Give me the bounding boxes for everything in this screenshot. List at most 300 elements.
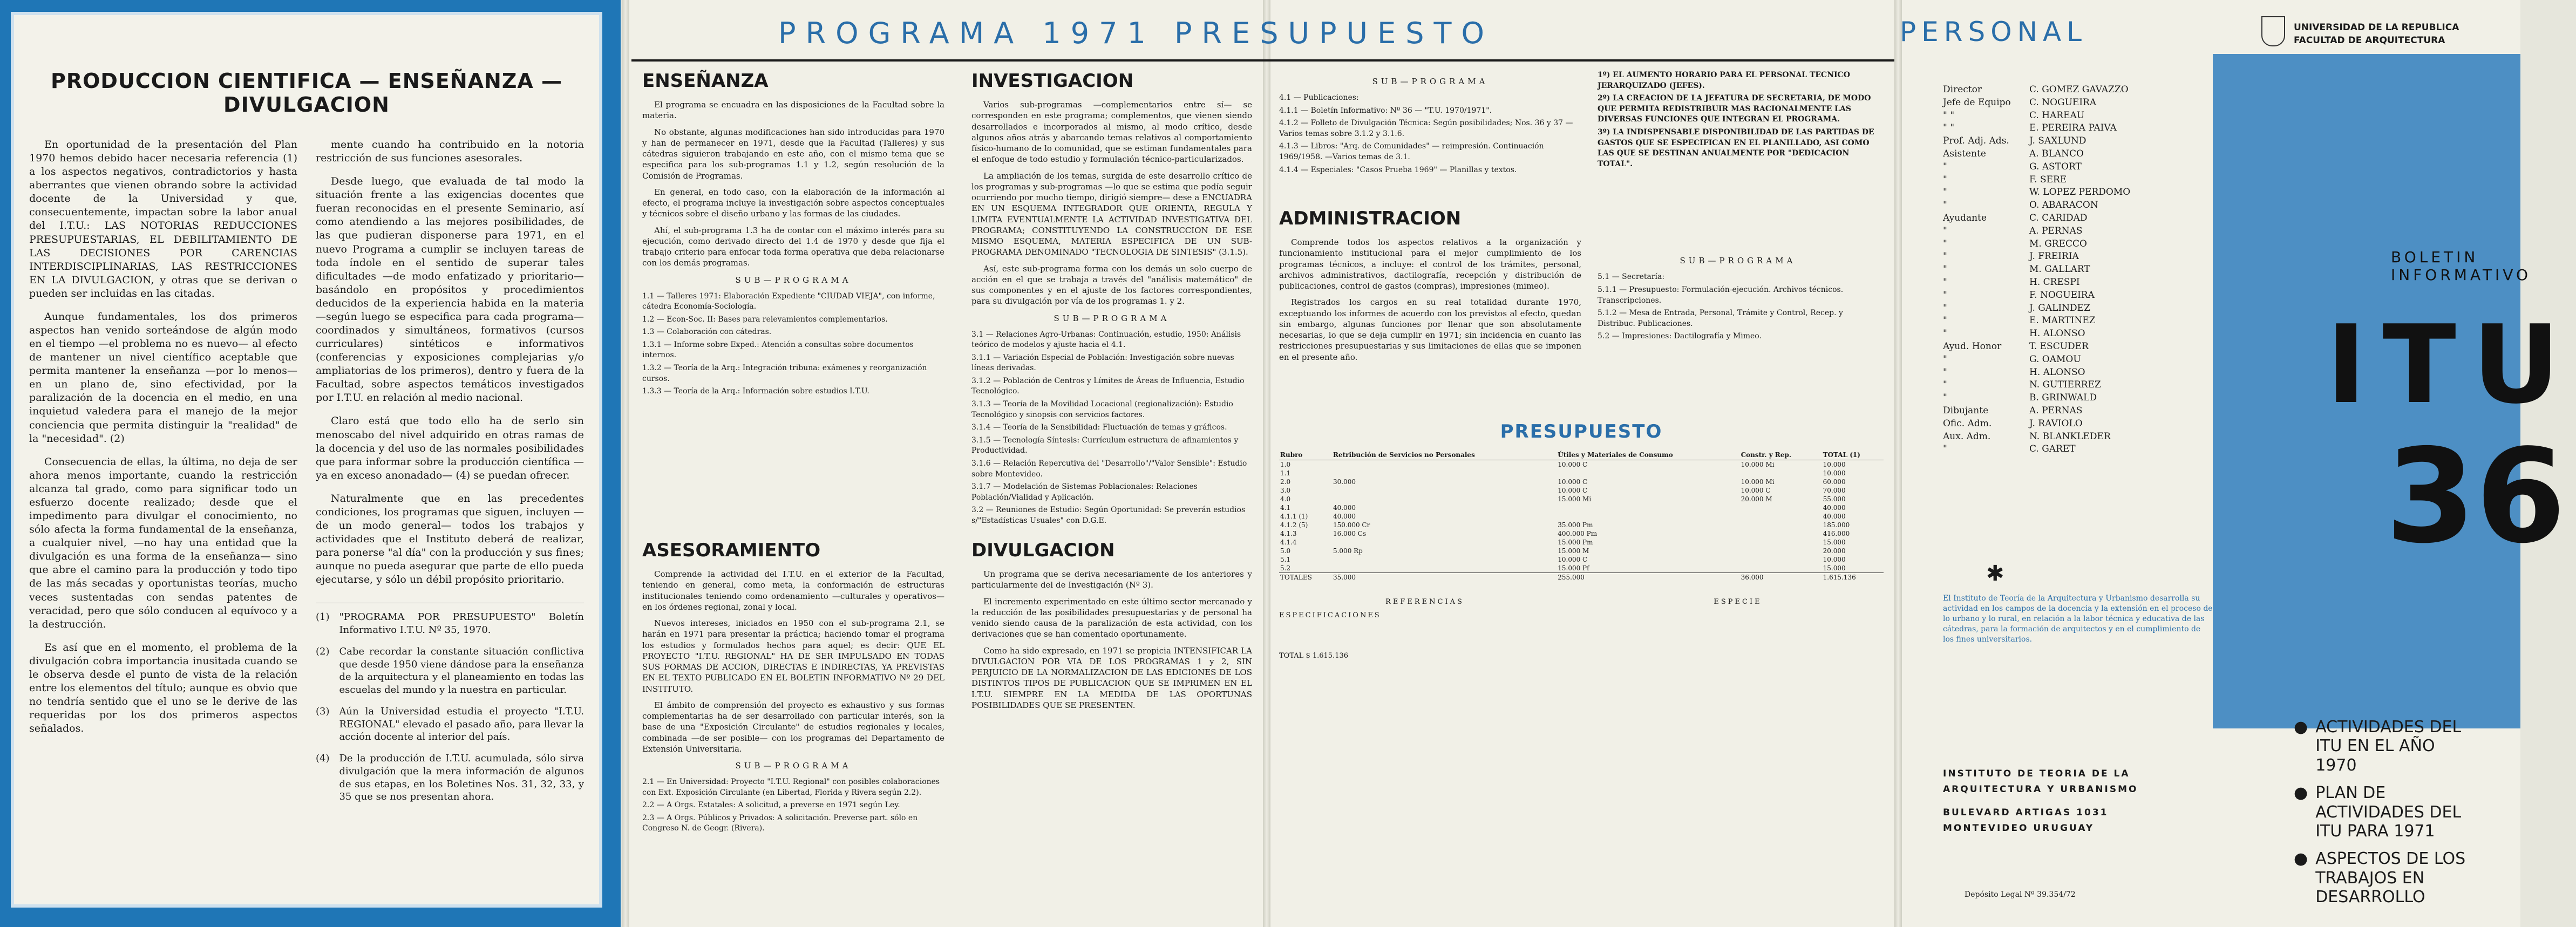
list-item: 4.1.2 — Folleto de Divulgación Técnica: Según posibilidades; Nos. 36 y 37 — Varios temas sobre 3.1.2 y 3.1.6. [1279,119,1573,138]
table-cell: 5.1 [1280,556,1291,563]
paragraph: El incremento experimentado en este último sector mercanado y la reducción de las posibilidades presupuestarias y de personal ha venido siendo causa de la paralización de esta actividad, con los derivaciones que se han comentado oportunamente. [971,596,1252,639]
bullet-text: ASPECTOS DE LOS TRABAJOS EN DESARROLLO [2315,849,2466,907]
table-cell: 40.000 [1333,504,1356,512]
paragraph: Desde luego, que evaluada de tal modo la situación frente a las exigencias docentes que fueran reconocidas en el presente Seminario, así como atendiendo a las mejores posibilidades, de las que pudieran disponerse para 1971, en el nuevo Programa a cumplir se incluyen tareas de toda índole en el sentido de superar tales dificultades —de modo enfatizado y prioritario— basándolo en propósitos y procedimientos deducidos de la experiencia habida en la materia —según luego se especifica para cada programa— coordinados y simultáneos, formativos (cursos curriculares) sintéticos e informativos (conferencias y exposiciones complejarias y/o ampliatorias de los primeros), dentro y fuera de la Facultad, sobre aspectos temáticos investigados por I.T.U. en relación al medio nacional. [316,175,584,404]
table-cell: 15.000 Pf [1558,564,1589,572]
staff-name: A. BLANCO [2029,148,2084,159]
staff-name: H. CRESPI [2029,276,2080,288]
list-item: 5.1 — Secretaría: [1598,272,1665,282]
list-item: 1º) EL AUMENTO HORARIO PARA EL PERSONAL TECNICO JERARQUIZADO (JEFES). [1598,71,1850,90]
list-item: 4.1.3 — Libros: "Arq. de Comunidades" — reimpresión. Continuación 1969/1958. —Varios temas de 3.1. [1279,142,1544,161]
list-item: 3º) LA INDISPENSABLE DISPONIBILIDAD DE LAS PARTIDAS DE GASTOS QUE SE ESPECIFICAN EN EL PLANILLADO, ASI COMO LAS QUE SE DESTINAN ANUALMENTE POR "DEDICACION TOTAL". [1598,127,1874,168]
address-line: MONTEVIDEO URUGUAY [1943,822,2095,834]
table-cell: 4.0 [1280,495,1291,503]
staff-name: C. GARET [2029,444,2076,455]
paragraph: En oportunidad de la presentación del Plan 1970 hemos debido hacer necesaria referencia (1) a los aspectos negativos, contradictorios y hasta aberrantes que vienen obrando sobre la actividad docente de la Universidad y que, consecuentemente, impactan sobre la labor anual del I.T.U.: LAS NOTORIAS REDUCCIONES PRESUPUESTARIAS, EL DEBILITAMIENTO DE LAS DECISIONES POR CARENCIAS INTERDISCIPLINARIAS, LAS RESTRICCIONES EN LA DIVULGACION, y otras que se derivan o pueden ser incluidas en las citadas. [29,139,297,299]
staff-role: " [1943,328,1947,339]
bullet-icon: ● [2294,849,2308,869]
section-heading: ENSEÑANZA [642,70,769,92]
table-cell: 416.000 [1823,530,1850,537]
list-item: 3.2 — Reuniones de Estudio: Según Oportunidad: Se preverán estudios s/"Estadísticas Usuales" con D.G.E. [971,506,1246,525]
list-item: 3.1.2 — Población de Centros y Límites de Áreas de Influencia, Estudio Tecnológico. [971,376,1245,396]
table-row [1279,469,1884,478]
list-item: 3.1.4 — Teoría de la Sensibilidad: Fluctuación de temas y gráficos. [971,423,1227,432]
total-cell: 255.000 [1558,574,1585,581]
table-cell: 10.000 [1823,461,1846,468]
list-item: 2º) LA CREACION DE LA JEFATURA DE SECRETARIA, DE MODO QUE PERMITA REDISTRIBUIR MAS RACIONALMENTE LAS DIVERSAS FUNCIONES QUE INTEGRAN EL PROGRAMA. [1598,94,1871,124]
list-item: 1.3 — Colaboración con cátedras. [642,328,772,337]
staff-role: Ayudante [1943,212,1987,223]
staff-row [1943,122,2213,135]
paragraph: Comprende todos los aspectos relativos a la organización y funcionamiento institucional para el mejor cumplimiento de los programas técnicos, a incluye: el control de los trámites, personal, archivos administrativos, dactilografía, recepción y distribución de publicaciones, control de gastos (compras), impresiones (mimeo). [1279,237,1581,291]
staff-name: N. GUTIERREZ [2029,379,2101,391]
list-item: 1.3.2 — Teoría de la Arq.: Integración tribuna: exámenes y reorganización cursos. [642,364,927,383]
staff-role: " [1943,238,1947,249]
table-cell [1740,521,1822,529]
table-cell: 10.000 [1823,556,1846,563]
table-cell: 10.000 C [1741,487,1771,494]
especie-title: ESPECIE [1714,598,1762,606]
panel-produccion-inner [11,12,602,908]
table-cell: 2.0 [1280,478,1291,486]
list-item: 2.3 — A Orgs. Públicos y Privados: A solicitación. Preverse part. sólo en Congreso N. de Geogr. (Rivera). [642,813,918,833]
table-cell: 10.000 C [1558,487,1588,494]
paragraph: La ampliación de los temas, surgida de este desarrollo crítico de los programas y sub-programas —lo que se estima que podía seguir ocurriendo por mucho tiempo, dirigió siempre— dese a ENCUADRA EN UN ESQUEMA INTEGRADOR QUE ORIENTA, REGULA Y LIMITA EVENTUALMENTE LA ACTIVIDAD INVESTIGATIVA DEL PROGRAMA; CONSTITUYENDO LA CONSTRUCCION DE ESE MISMO ESQUEMA, MATERIA ESPECIFICA DE UN SUB-PROGRAMA DENOMINADO "TECNOLOGIA DE SINTESIS" (3.1.5). [971,171,1252,257]
subprogram-title: SUB—PROGRAMA [735,761,852,771]
paragraph: mente cuando ha contribuido en la notoria restricción de sus funciones asesorales. [316,139,584,165]
table-cell: 15.000 Mi [1558,495,1592,503]
staff-role: " [1943,161,1947,172]
table-cell [1557,503,1739,512]
section-divulgacion [971,540,1252,716]
budget-table [1279,450,1884,582]
table-cell: 55.000 [1823,495,1846,503]
staff-row [1943,340,2213,353]
table-cell: 70.000 [1823,487,1846,494]
asterisk-icon: ✱ [1986,561,2004,586]
footnote-text: "PROGRAMA POR PRESUPUESTO" Boletín Informativo I.T.U. Nº 35, 1970. [339,611,584,636]
staff-name: M. GALLART [2029,264,2090,275]
staff-row [1943,199,2213,212]
table-cell: 10.000 Mi [1741,461,1775,468]
budget-section [1279,421,1884,660]
staff-role: " [1943,444,1947,455]
itu-logo: ITU [2326,302,2576,428]
table-cell [1740,555,1822,564]
staff-name: O. ABARACON [2029,200,2098,211]
list-item: 5.1.1 — Presupuesto: Formulación-ejecución. Archivos técnicos. Transcripciones. [1598,285,1844,305]
table-cell: 185.000 [1823,521,1850,529]
column-right [316,138,584,812]
staff-name: C. NOGUEIRA [2029,97,2097,108]
table-cell [1332,495,1557,503]
table-cell [1740,564,1822,573]
institute-text: El Instituto de Teoría de la Arquitectura y Urbanismo desarrolla su actividad en los campos de la docencia y la extensión en el proceso de lo urbano y lo rural, en relación a la labor técnica y educativa de las cátedras, para la formación de arquitectos y en el cumplimiento de los fines universitarios. [1943,594,2213,644]
table-row [1279,529,1884,538]
table-cell [1740,529,1822,538]
table-cell [1557,469,1739,478]
subprogram-title: SUB—PROGRAMA [1372,77,1488,86]
bullet-item [2294,783,2477,841]
staff-name: E. MARTINEZ [2029,315,2096,326]
staff-row [1943,212,2213,225]
personal-title: PERSONAL [1900,16,2088,47]
staff-name: C. GOMEZ GAVAZZO [2029,84,2129,95]
paragraph: Un programa que se deriva necesariamente de los anteriores y particularmente del de Investigación (Nº 3). [971,569,1252,590]
bullet-item [2294,718,2477,775]
staff-row [1943,135,2213,148]
list-item: 1.3.3 — Teoría de la Arq.: Información sobre estudios I.T.U. [642,387,869,396]
staff-name: G. ASTORT [2029,161,2082,172]
table-cell: 60.000 [1823,478,1846,486]
table-cell: 15.000 [1823,564,1846,572]
staff-row [1943,97,2213,110]
address-block [1943,766,2213,836]
staff-row [1943,353,2213,366]
column-header: TOTAL (1) [1822,450,1884,460]
list-item: 5.2 — Impresiones: Dactilografía y Mimeo. [1598,332,1762,341]
paragraph: No obstante, algunas modificaciones han sido introducidas para 1970 y han de permanecer en 1971, desde que la Facultad (Talleres) y sus cátedras siguieron trabajando en este año, con el mismo tema que se especifica para los sub-programas 1.1 y 1.2, según resolución de la Comisión de Programas. [642,127,944,181]
table-cell [1740,503,1822,512]
paragraph: Así, este sub-programa forma con los demás un solo cuerpo de acción en el que se trabaja a través del "análisis matemático" de sus componentes y en el ajuste de los factores correspondientes, para su divulgación por vía de los programas 1. y 2. [971,263,1252,306]
list-item: 1.2 — Econ-Soc. II: Bases para relevamientos complementarios. [642,315,888,324]
list-item: 4.1 — Publicaciones: [1279,93,1359,102]
subprogram-title: SUB—PROGRAMA [735,275,852,285]
table-cell [1332,564,1557,573]
table-cell: 10.000 C [1558,478,1588,486]
subprogram-title: SUB—PROGRAMA [1680,256,1796,266]
university-name [2294,22,2459,47]
staff-name: A. PERNAS [2029,405,2083,416]
address-line: BULEVARD ARTIGAS 1031 [1943,807,2109,818]
staff-name: M. GRECCO [2029,238,2087,249]
staff-role: Asistente [1943,148,1986,159]
paragraph: Consecuencia de ellas, la última, no deja de ser ahora menos importante, cuando la restricción alcanza tal grado, como para significar todo un esfuerzo docente realizado; desde que el impedimento para divulgar el conocimiento, no sólo afecta la forma fundamental de la enseñanza, a cualquier nivel, —no hay una entidad que la divulgación es una forma de la enseñanza— sino que abre el camino para la producción y todo tipo de las más secadas y oportunistas teorías, mucho veces sustentadas con sendas patentes de veracidad, pero que sólo conducen al equívoco y a la destrucción. [29,455,297,630]
list-item: 3.1 — Relaciones Agro-Urbanas: Continuación, estudio, 1950: Análisis teórico de modelos y ajuste hacia el 4.1. [971,330,1241,350]
total-cell: 1.615.136 [1823,574,1856,581]
list-item: 3.1.6 — Relación Repercutiva del "Desarrollo"/"Valor Sensible": Estudio sobre Montevideo. [971,459,1247,479]
table-cell: 1.1 [1280,469,1291,477]
table-cell: 10.000 C [1558,556,1588,563]
staff-row [1943,263,2213,276]
staff-row [1943,315,2213,328]
university-line: UNIVERSIDAD DE LA REPUBLICA [2294,22,2459,33]
staff-role: Jefe de Equipo [1943,97,2011,108]
total-cell: 35.000 [1333,574,1356,581]
list-item: 3.1.1 — Variación Especial de Población: Investigación sobre nuevas líneas derivadas. [971,353,1234,373]
footnote-text: De la producción de I.T.U. acumulada, sólo sirva divulgación que la mera información de algunos de sus etapas, en los Boletines Nos. 31, 32, 33, y 35 que se nos presentan ahora. [339,753,584,803]
panel-title: PRODUCCION CIENTIFICA — ENSEÑANZA — DIVULGACION [50,69,563,117]
totals-label: TOTALES [1280,574,1312,581]
table-row [1279,486,1884,495]
table-cell: 5.0 [1280,547,1291,555]
list-item: 5.1.2 — Mesa de Entrada, Personal, Trámite y Control, Recep. y Distribuc. Publicaciones. [1598,309,1843,328]
staff-role: " [1943,264,1947,275]
fold-line [622,0,629,927]
staff-name: F. NOGUEIRA [2029,289,2095,301]
section-heading: INVESTIGACION [971,70,1134,92]
staff-role: Prof. Adj. Ads. [1943,135,2009,147]
table-cell: 10.000 [1823,469,1846,477]
table-row [1279,495,1884,503]
list-item: 4.1.4 — Especiales: "Casos Prueba 1969" — Planillas y textos. [1279,165,1517,174]
table-cell [1740,469,1822,478]
table-row [1279,460,1884,469]
paragraph: Claro está que todo ello ha de serlo sin menoscabo del nivel adquirido en otras ramas de la docencia y del uso de las normales posibilidades que para informar sobre la producción científica —ya en exceso anonadado— (4) se puedan ofrecer. [316,415,584,481]
bullet-item [2294,849,2477,906]
staff-name: C. HAREAU [2029,110,2085,121]
university-crest-icon [2261,16,2285,46]
list-item: 2.1 — En Universidad: Proyecto "I.T.U. Regional" con posibles colaboraciones con Ext. Exposición Circulante (en Libertad, Florida y Rivera según 2.2). [642,778,940,797]
spec-title: ESPECIFICACIONES [1279,611,1381,619]
section-heading: ASESORAMIENTO [642,540,821,561]
footnote-text: Cabe recordar la constante situación conflictiva que desde 1950 viene dándose para la enseñanza de la arquitectura y el planeamiento en todas las escuelas del mundo y la nuestra en particular. [339,645,584,696]
staff-name: W. LOPEZ PERDOMO [2029,187,2131,198]
staff-name: G. OAMOU [2029,353,2081,365]
staff-row [1943,392,2213,405]
table-row [1279,503,1884,512]
table-row [1279,547,1884,555]
table-cell: 4.1.4 [1280,539,1297,546]
staff-role: " [1943,251,1947,262]
table-cell: 1.0 [1280,461,1291,468]
column-header: Constr. y Rep. [1740,450,1822,460]
table-row [1279,521,1884,529]
footnotes [316,603,584,803]
table-cell: 4.1 [1280,504,1291,512]
table-cell [1332,538,1557,547]
panel-produccion [0,0,621,927]
staff-role: Ofic. Adm. [1943,418,1992,429]
cover-bullets [2294,718,2477,916]
table-cell [1740,547,1822,555]
section-admin-needs [1598,70,1878,344]
staff-role: " " [1943,122,1955,134]
staff-name: H. ALONSO [2029,328,2085,339]
table-cell [1332,486,1557,495]
total-cell: 36.000 [1741,574,1764,581]
staff-row [1943,418,2213,431]
staff-role: " [1943,366,1947,378]
staff-role: Aux. Adm. [1943,431,1991,442]
table-cell: 10.000 C [1558,461,1588,468]
paragraph: Naturalmente que en las precedentes condiciones, los programas que siguen, incluyen —de un modo general— todos los trabajos y actividades que el Instituto deberá de realizar, para ponerse "al día" con la producción y sus fines; aunque no pueda asegurar que parte de ello pueda ejecutarse, y sólo un débil propósito prioritario. [316,492,584,586]
table-cell [1557,512,1739,521]
column-left [29,138,297,812]
footnote-text: Aún la Universidad estudia el proyecto "I.T.U. REGIONAL" elevado el pasado año, para llevar la acción docente al interior del país. [339,705,584,743]
staff-role: " [1943,379,1947,391]
table-cell: 4.1.1 (1) [1280,513,1308,520]
table-row [1279,512,1884,521]
paragraph: Es así que en el momento, el problema de la divulgación cobra importancia inusitada cuando se le observa desde el punto de vista de la relación entre los elementos del título; aunque es obvio que no tendría sentido que el uno se le derive de las requeridas por los dos primeros aspectos señalados. [29,641,297,735]
fold-line [1263,0,1270,927]
staff-row [1943,84,2213,97]
staff-name: F. SERE [2029,174,2067,185]
footnote [316,705,584,744]
staff-row [1943,174,2213,187]
staff-name: A. PERNAS [2029,225,2083,236]
staff-row [1943,431,2213,444]
staff-row [1943,276,2213,289]
section-asesoramiento [642,540,944,836]
list-item: 3.1.7 — Modelación de Sistemas Poblacionales: Relaciones Población/Vialidad y Aplicación. [971,482,1198,502]
staff-row [1943,110,2213,122]
spec-total-label: TOTAL [1279,652,1304,660]
spec-total: $ 1.615.136 [1306,652,1349,660]
staff-role: " [1943,315,1947,326]
footnote-number: (2) [316,645,330,657]
list-item: 3.1.5 — Tecnología Síntesis: Currículum estructura de afinamientos y Productividad. [971,435,1239,455]
staff-name: E. PEREIRA PAIVA [2029,122,2117,134]
staff-row [1943,328,2213,340]
list-item: 4.1.1 — Boletín Informativo: Nº 36 — "T.U. 1970/1971". [1279,106,1492,115]
staff-name: J. GALINDEZ [2029,302,2090,313]
staff-role: Ayud. Honor [1943,340,2002,352]
staff-role: Dibujante [1943,405,1989,416]
paragraph: Comprende la actividad del I.T.U. en el exterior de la Facultad, teniendo en general, como meta, la conformación de estructuras institucionales teniendo como ordenamiento —culturales y operativos— en los órdenes regional, zonal y local. [642,569,944,612]
paragraph: En general, en todo caso, con la elaboración de la información al efecto, el programa incluye la investigación sobre aspectos conceptuales y técnicos sobre el diseño urbano y las formas de las ciudades. [642,187,944,219]
table-cell: 5.000 Rp [1333,547,1363,555]
staff-role: " " [1943,110,1955,121]
boletin-label: BOLETIN INFORMATIVO [2391,248,2532,284]
paragraph: Nuevos intereses, iniciados en 1950 con el sub-programa 2.1, se harán en 1971 para presentar la práctica; haciendo tomar el programa los estudios y formulados hechos para aquel; es decir: QUE EL PROYECTO "I.T.U. REGIONAL" HA DE SER IMPULSADO EN TODAS SUS FORMAS DE ACCION, DIRECTAS E INDIRECTAS, YA PREVISTAS EN EL TEXTO PUBLICADO EN EL BOLETIN INFORMATIVO Nº 29 DEL INSTITUTO. [642,618,944,694]
table-row [1279,478,1884,486]
paragraph: Aunque fundamentales, los dos primeros aspectos han venido sorteándose de algún modo en el tiempo —el problema no es nuevo— al efecto de mantener un nivel científico aceptable que permita mantener la enseñanza —por lo menos— en un plano de, sino efectividad, por la paralización de la docencia en el medio, en una inquietud valedera para el manejo de la mejor conciencia que permita distinguir la "realidad" de la "necesidad". (2) [29,310,297,445]
section-ensenanza [642,70,944,399]
program-title: PROGRAMA 1971 PRESUPUESTO [778,16,1494,50]
list-item: 1.3.1 — Informe sobre Exped.: Atención a consultas sobre documentos internos. [642,340,914,360]
staff-name: B. GRINWALD [2029,392,2097,404]
bullet-text: PLAN DE ACTIVIDADES DEL ITU PARA 1971 [2315,783,2462,841]
footnote [316,611,584,637]
table-cell: 30.000 [1333,478,1356,486]
table-cell [1332,469,1557,478]
table-cell: 4.1.3 [1280,530,1297,537]
bullet-icon: ● [2294,783,2308,803]
staff-name: J. RAVIOLO [2029,418,2083,429]
staff-row [1943,379,2213,392]
staff-name: H. ALONSO [2029,366,2085,378]
staff-row [1943,405,2213,418]
staff-name: J. FREIRIA [2029,251,2079,262]
staff-row [1943,250,2213,263]
issue-number: 36 [2385,421,2566,572]
table-cell: 40.000 [1823,513,1846,520]
staff-role: " [1943,200,1947,211]
staff-role: " [1943,289,1947,301]
table-cell: 15.000 M [1558,547,1589,555]
staff-role: " [1943,392,1947,404]
bullet-text: ACTIVIDADES DEL ITU EN EL AÑO 1970 [2315,718,2462,775]
legal-deposit: Depósito Legal Nº 39.354/72 [1965,890,2076,899]
staff-name: J. SAXLUND [2029,135,2086,147]
table-cell: 15.000 Pm [1558,539,1593,546]
table-cell: 15.000 [1823,539,1846,546]
staff-row [1943,238,2213,251]
section-publicaciones [1279,70,1581,368]
list-item: 3.1.3 — Teoría de la Movilidad Locacional (regionalización): Estudio Tecnológico y sinopsis con servicios factores. [971,400,1233,419]
table-cell: 4.1.2 (5) [1280,521,1308,529]
section-investigacion [971,70,1252,529]
staff-row [1943,161,2213,174]
column-header: Rubro [1279,450,1332,460]
divider [631,59,1894,62]
table-cell: 150.000 Cr [1333,521,1370,529]
faculty-line: FACULTAD DE ARQUITECTURA [2294,35,2445,46]
footnote-number: (3) [316,705,330,717]
refs-title: REFERENCIAS [1385,598,1464,606]
table-cell: 5.2 [1280,564,1291,572]
table-row [1279,555,1884,564]
list-item: 2.2 — A Orgs. Estatales: A solicitud, a preverse en 1971 según Ley. [642,801,900,810]
table-cell: 20.000 [1823,547,1846,555]
paragraph: Como ha sido expresado, en 1971 se propicia INTENSIFICAR LA DIVULGACION POR VIA DE LOS PROGRAMAS 1 y 2, SIN PERJUICIO DE LA NORMALIZACION DE LAS EDICIONES DE LOS DISTINTOS TIPOS DE PUBLICACION QUE SE IMPRIMEN EN EL I.T.U. SIEMPRE EN LA MEDIDA DE LAS OPORTUNAS POSIBILIDADES QUE SE PRESENTEN. [971,645,1252,710]
table-cell [1740,512,1822,521]
section-heading: ADMINISTRACION [1279,208,1462,230]
table-cell: 400.000 Pm [1558,530,1598,537]
staff-role: " [1943,225,1947,236]
staff-name: C. CARIDAD [2029,212,2088,223]
table-cell [1332,460,1557,469]
table-row [1279,538,1884,547]
staff-role: " [1943,353,1947,365]
footnote-number: (4) [316,753,330,765]
staff-name: N. BLANKLEDER [2029,431,2111,442]
table-cell: 40.000 [1823,504,1846,512]
staff-name: T. ESCUDER [2029,340,2089,352]
section-heading: DIVULGACION [971,540,1115,561]
staff-row [1943,225,2213,238]
table-cell: 10.000 Mi [1741,478,1775,486]
address-line: INSTITUTO DE TEORIA DE LA ARQUITECTURA Y URBANISMO [1943,768,2138,795]
budget-title: PRESUPUESTO [1500,421,1663,442]
footnote-number: (1) [316,611,330,623]
staff-list [1943,84,2213,456]
paragraph: El programa se encuadra en las disposiciones de la Facultad sobre la materia. [642,100,944,121]
subprogram-title: SUB—PROGRAMA [1053,313,1170,323]
paragraph: Varios sub-programas —complementarios entre sí— se corresponden en este programa; complementos, que vienen siendo desarrollados e incorporados al mismo, al modo crítico, desde algunos años atrás y abarcando temas relativos al comportamiento físico-humano de lo comunidad, que se estiman fundamentales para el enfoque de todo estudio y formulación técnico-particularizados. [971,100,1252,165]
table-cell: 35.000 Pm [1558,521,1593,529]
table-cell: 20.000 M [1741,495,1772,503]
table-cell: 16.000 Cs [1333,530,1367,537]
table-row [1279,564,1884,573]
staff-row [1943,148,2213,161]
staff-row [1943,443,2213,456]
staff-role: " [1943,276,1947,288]
staff-role: " [1943,302,1947,313]
paragraph: Registrados los cargos en su real totalidad durante 1970, exceptuando los informes de acuerdo con los previstos al efecto, quedan sin embargo, algunas funciones por llenar que son absolutamente necesarias, lo que se deja cumplir en 1971; sin incidencia en cuanto las restricciones presupuestarias y sus limitaciones de ellas que se imponen en el presente año. [1279,297,1581,362]
staff-row [1943,186,2213,199]
column-header: Útiles y Materiales de Consumo [1557,450,1739,460]
staff-row [1943,289,2213,302]
paragraph: El ámbito de comprensión del proyecto es exhaustivo y sus formas complementarias ha de ser desarrollado con particular interés, son la base de una "Exposición Circulante" de estudios regionales y locales, combinada —de ser posible— con los programas del Departamento de Extensión Universitaria. [642,700,944,754]
bullet-icon: ● [2294,718,2308,737]
column-header: Retribución de Servicios no Personales [1332,450,1557,460]
table-cell [1740,538,1822,547]
staff-row [1943,302,2213,315]
table-cell [1332,555,1557,564]
staff-row [1943,366,2213,379]
staff-role: Director [1943,84,1982,95]
footnote [316,645,584,697]
footnote [316,752,584,803]
table-cell: 3.0 [1280,487,1291,494]
list-item: 1.1 — Talleres 1971: Elaboración Expediente "CIUDAD VIEJA", con informe, cátedra Economía-Sociología. [642,291,935,311]
fold-line [1894,0,1902,927]
table-cell: 40.000 [1333,513,1356,520]
staff-role: " [1943,187,1947,198]
staff-role: " [1943,174,1947,185]
